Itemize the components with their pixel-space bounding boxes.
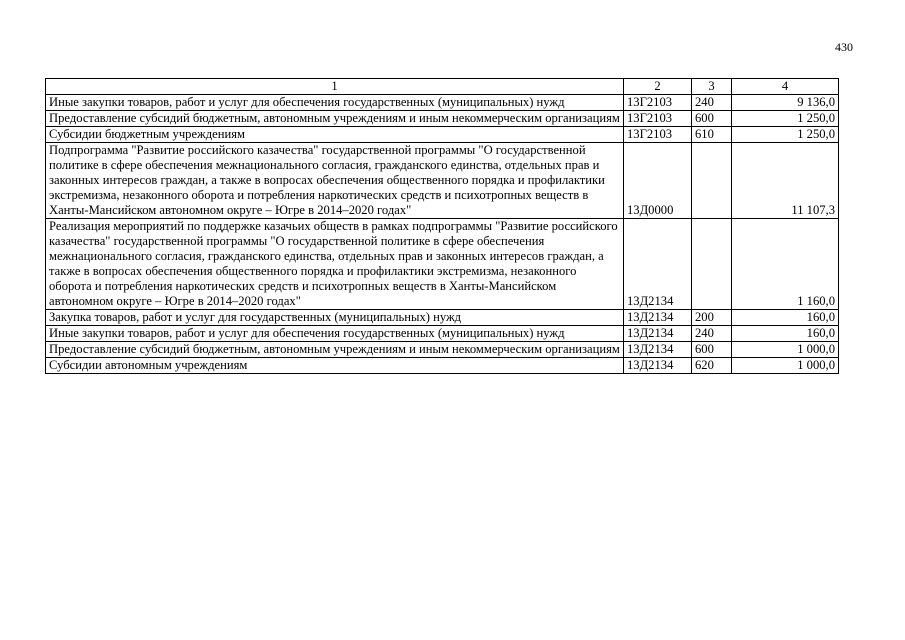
row-code: 13Г2103 [624,111,692,127]
row-code: 13Д2134 [624,310,692,326]
budget-table [45,78,839,374]
header-col-3: 3 [692,79,732,95]
row-code: 13Д2134 [624,342,692,358]
row-amount: 1 000,0 [732,358,839,374]
table-row [46,219,839,310]
table-row [46,342,839,358]
header-col-1: 1 [46,79,624,95]
table-row [46,127,839,143]
row-type: 620 [692,358,732,374]
table-header-row [46,79,839,95]
page-number: 430 [835,40,853,54]
row-type: 240 [692,326,732,342]
header-col-2: 2 [624,79,692,95]
row-type: 610 [692,127,732,143]
row-amount: 1 000,0 [732,342,839,358]
row-code: 13Г2103 [624,95,692,111]
row-name: Предоставление субсидий бюджетным, автономным учреждениям и иным некоммерческим организациям [46,111,624,127]
row-name: Предоставление субсидий бюджетным, автономным учреждениям и иным некоммерческим организациям [46,342,624,358]
row-amount: 160,0 [732,326,839,342]
row-type: 600 [692,111,732,127]
table-row [46,326,839,342]
table-row [46,111,839,127]
row-name: Подпрограмма "Развитие российского казачества" государственной программы "О государственной политике в сфере обеспечения межнационального согласия, гражданского единства, отдельных прав и законных интересов граждан, а также в вопросах обеспечения общественного порядка и профилактики экстремизма, незаконного оборота и потребления наркотических средств и психотропных веществ в Ханты-Мансийском автономном округе – Югре в 2014–2020 годах" [46,143,624,219]
header-col-4: 4 [732,79,839,95]
row-amount: 1 250,0 [732,111,839,127]
row-code: 13Д2134 [624,326,692,342]
row-type: 600 [692,342,732,358]
table-row [46,310,839,326]
row-type: 240 [692,95,732,111]
row-code: 13Д2134 [624,219,692,310]
table-row [46,358,839,374]
row-name: Субсидии автономным учреждениям [46,358,624,374]
row-type [692,143,732,219]
row-amount: 160,0 [732,310,839,326]
row-type: 200 [692,310,732,326]
row-amount: 1 250,0 [732,127,839,143]
table-row [46,95,839,111]
row-name: Субсидии бюджетным учреждениям [46,127,624,143]
row-amount: 9 136,0 [732,95,839,111]
row-amount: 11 107,3 [732,143,839,219]
row-code: 13Д2134 [624,358,692,374]
row-code: 13Д0000 [624,143,692,219]
table-row [46,143,839,219]
row-code: 13Г2103 [624,127,692,143]
row-name: Иные закупки товаров, работ и услуг для обеспечения государственных (муниципальных) нужд [46,95,624,111]
row-name: Закупка товаров, работ и услуг для государственных (муниципальных) нужд [46,310,624,326]
row-type [692,219,732,310]
row-amount: 1 160,0 [732,219,839,310]
row-name: Иные закупки товаров, работ и услуг для обеспечения государственных (муниципальных) нужд [46,326,624,342]
row-name: Реализация мероприятий по поддержке казачьих обществ в рамках подпрограммы "Развитие российского казачества" государственной программы "О государственной политике в сфере обеспечения межнационального согласия, гражданского единства, отдельных прав и законных интересов граждан, а также в вопросах обеспечения общественного порядка и профилактики экстремизма, незаконного оборота и потребления наркотических средств и психотропных веществ в Ханты-Мансийском автономном округе – Югре в 2014–2020 годах" [46,219,624,310]
